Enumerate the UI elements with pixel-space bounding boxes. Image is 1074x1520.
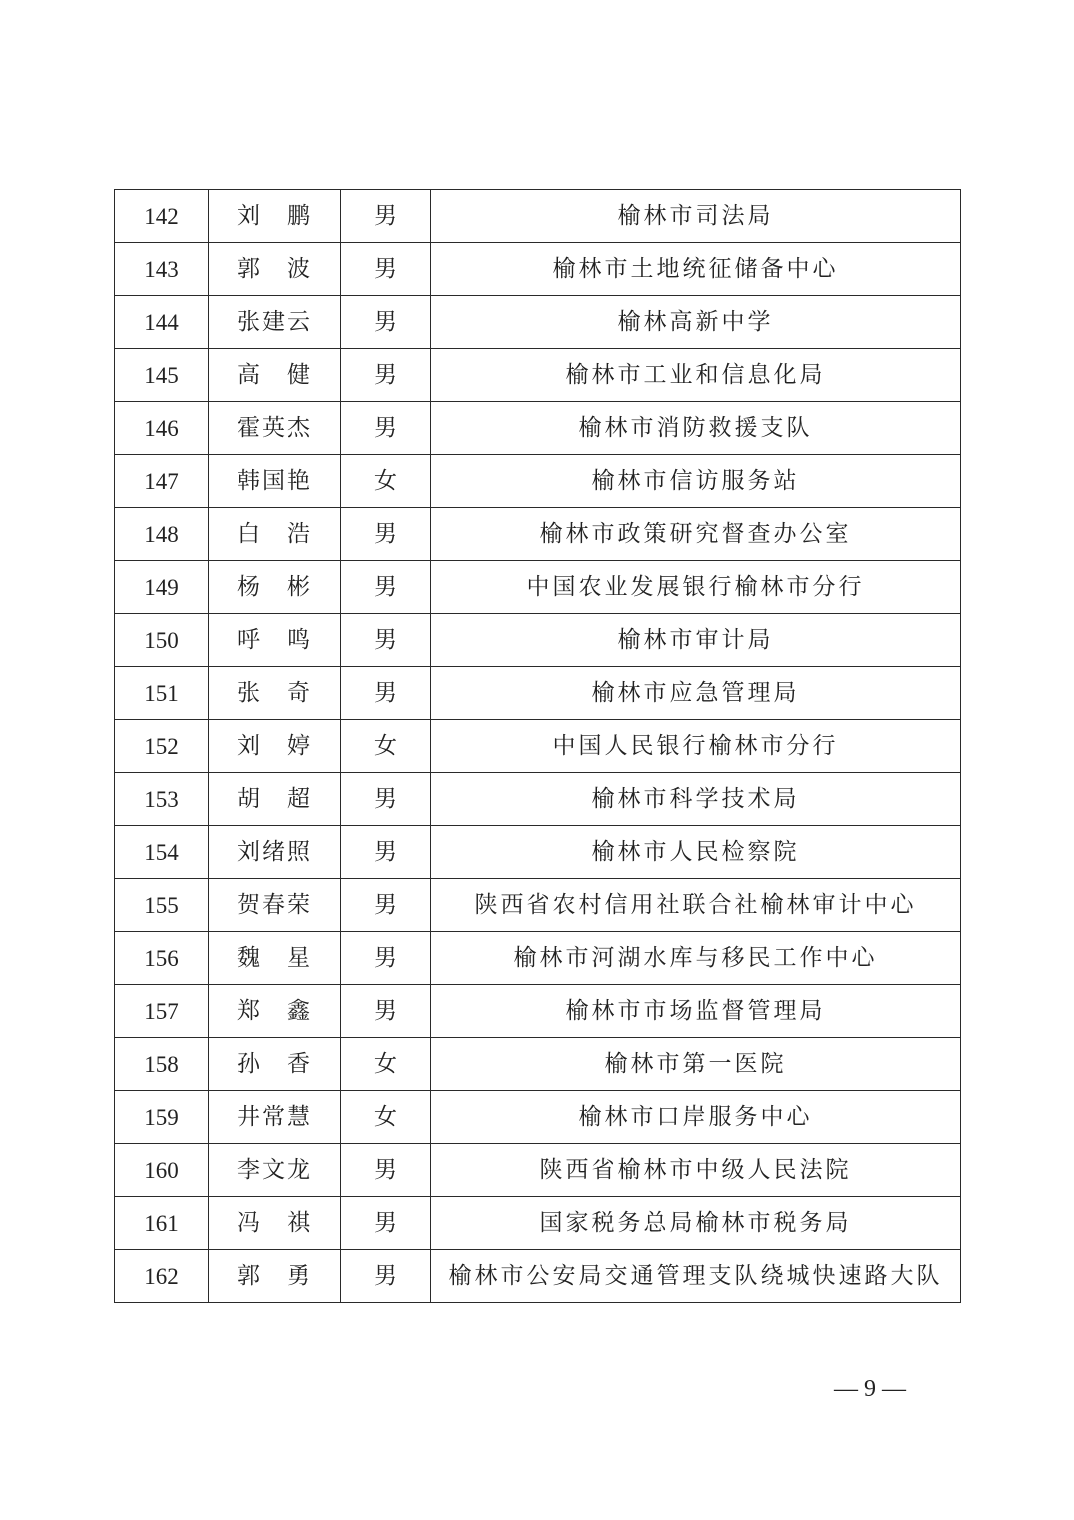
row-number: 160 [115,1144,209,1197]
gender-cell: 男 [341,614,431,667]
row-number: 158 [115,1038,209,1091]
table-row [115,561,961,614]
gender-cell: 男 [341,349,431,402]
table-row [115,190,961,243]
row-number: 145 [115,349,209,402]
gender-cell: 女 [341,455,431,508]
gender-cell: 男 [341,667,431,720]
person-name: 张建云 [209,296,341,349]
person-name: 杨 彬 [209,561,341,614]
row-number: 149 [115,561,209,614]
person-name: 张 奇 [209,667,341,720]
row-number: 157 [115,985,209,1038]
row-number: 161 [115,1197,209,1250]
work-unit: 榆林市公安局交通管理支队绕城快速路大队 [431,1250,961,1303]
work-unit: 榆林市司法局 [431,190,961,243]
work-unit: 榆林市市场监督管理局 [431,985,961,1038]
row-number: 156 [115,932,209,985]
gender-cell: 男 [341,826,431,879]
person-name: 冯 祺 [209,1197,341,1250]
row-number: 143 [115,243,209,296]
table-row [115,720,961,773]
gender-cell: 男 [341,508,431,561]
row-number: 148 [115,508,209,561]
gender-cell: 男 [341,1144,431,1197]
gender-cell: 女 [341,720,431,773]
person-name: 韩国艳 [209,455,341,508]
gender-cell: 男 [341,1250,431,1303]
gender-cell: 女 [341,1091,431,1144]
roster-table [114,189,961,1303]
table-row [115,296,961,349]
person-name: 魏 星 [209,932,341,985]
work-unit: 榆林市政策研究督查办公室 [431,508,961,561]
table-row [115,985,961,1038]
gender-cell: 男 [341,773,431,826]
row-number: 144 [115,296,209,349]
person-name: 李文龙 [209,1144,341,1197]
person-name: 刘 婷 [209,720,341,773]
gender-cell: 男 [341,561,431,614]
work-unit: 中国人民银行榆林市分行 [431,720,961,773]
table-row [115,879,961,932]
work-unit: 榆林市科学技术局 [431,773,961,826]
person-name: 孙 香 [209,1038,341,1091]
table-row [115,243,961,296]
table-row [115,1250,961,1303]
gender-cell: 男 [341,243,431,296]
table-row [115,349,961,402]
table-row [115,455,961,508]
work-unit: 榆林市审计局 [431,614,961,667]
work-unit: 榆林市信访服务站 [431,455,961,508]
work-unit: 中国农业发展银行榆林市分行 [431,561,961,614]
work-unit: 榆林市河湖水库与移民工作中心 [431,932,961,985]
table-row [115,1197,961,1250]
person-name: 贺春荣 [209,879,341,932]
table-row [115,932,961,985]
person-name: 郭 勇 [209,1250,341,1303]
person-name: 刘绪照 [209,826,341,879]
row-number: 146 [115,402,209,455]
gender-cell: 女 [341,1038,431,1091]
row-number: 142 [115,190,209,243]
row-number: 147 [115,455,209,508]
table-row [115,1038,961,1091]
work-unit: 榆林市消防救援支队 [431,402,961,455]
gender-cell: 男 [341,1197,431,1250]
gender-cell: 男 [341,879,431,932]
person-name: 井常慧 [209,1091,341,1144]
person-name: 呼 鸣 [209,614,341,667]
row-number: 152 [115,720,209,773]
work-unit: 陕西省榆林市中级人民法院 [431,1144,961,1197]
table-row [115,402,961,455]
work-unit: 榆林市工业和信息化局 [431,349,961,402]
table-row [115,826,961,879]
row-number: 159 [115,1091,209,1144]
work-unit: 榆林市人民检察院 [431,826,961,879]
work-unit: 榆林市应急管理局 [431,667,961,720]
gender-cell: 男 [341,402,431,455]
table-row [115,614,961,667]
table-row [115,1091,961,1144]
table-row [115,508,961,561]
work-unit: 榆林市口岸服务中心 [431,1091,961,1144]
work-unit: 榆林市土地统征储备中心 [431,243,961,296]
person-name: 郑 鑫 [209,985,341,1038]
person-name: 白 浩 [209,508,341,561]
table-row [115,773,961,826]
row-number: 154 [115,826,209,879]
page-number: — 9 — [834,1376,906,1402]
person-name: 郭 波 [209,243,341,296]
person-name: 胡 超 [209,773,341,826]
table-row [115,1144,961,1197]
work-unit: 国家税务总局榆林市税务局 [431,1197,961,1250]
gender-cell: 男 [341,932,431,985]
gender-cell: 男 [341,985,431,1038]
work-unit: 榆林市第一医院 [431,1038,961,1091]
row-number: 155 [115,879,209,932]
table-row [115,667,961,720]
work-unit: 榆林高新中学 [431,296,961,349]
person-name: 高 健 [209,349,341,402]
gender-cell: 男 [341,190,431,243]
person-name: 霍英杰 [209,402,341,455]
row-number: 153 [115,773,209,826]
gender-cell: 男 [341,296,431,349]
row-number: 162 [115,1250,209,1303]
work-unit: 陕西省农村信用社联合社榆林审计中心 [431,879,961,932]
row-number: 150 [115,614,209,667]
person-name: 刘 鹏 [209,190,341,243]
row-number: 151 [115,667,209,720]
roster-table-body [115,190,961,1303]
